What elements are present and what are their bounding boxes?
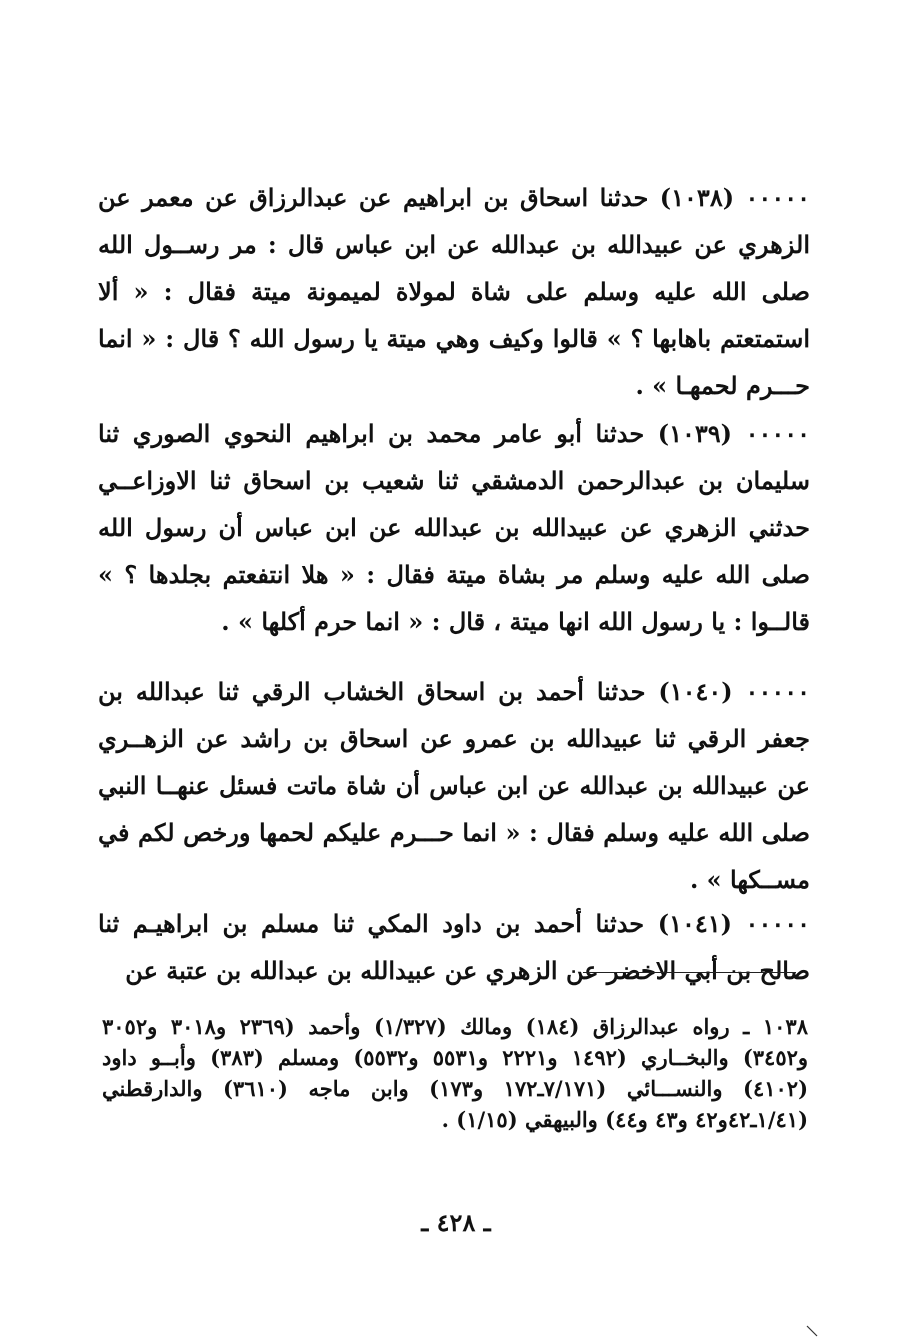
footnote-1038: ١٠٣٨ ـ رواه عبدالرزاق (١٨٤) ومالك (١/٣٢٧) وأحمد (٢٣٦٩ و٣٠١٨ و٣٠٥٢ و٣٤٥٢) والبخــاري (١٤٩٢ و٢٢٢١ و٥٥٣١ و٥٥٣٢) ومسلم (٣٨٣) وأبــو داود (٤١٠٢) والنســـائي (٧/١٧١ـ١٧٢ و١٧٣) وابن ماجه (٣٦١٠) والدارقطني (١/٤١ـ٤٢و٤٢ و٤٣ و٤٤) والبيهقي (١/١٥) . (102, 1014, 809, 1132)
scan-mark-icon (806, 1325, 818, 1337)
hadith-1041: ٠٠٠٠٠ (١٠٤١) حدثنا أحمد بن داود المكي ثنا مسلم بن ابراهيـم ثنا صالح بن أبي الاخضر عن الزهري عن عبيدالله بن عبدالله بن عتبة عن (98, 909, 810, 985)
hadith-1039: ٠٠٠٠٠ (١٠٣٩) حدثنا أبو عامر محمد بن ابراهيم النحوي الصوري ثنا سليمان بن عبدالرحمن الدمشقي ثنا شعيب بن اسحاق ثنا الاوزاعــي حدثني الزهري عن عبيدالله بن عبدالله عن ابن عباس أن رسول الله صلى الله عليه وسلم مر بشاة ميتة فقال : « هلا انتفعتم بجلدها ؟ » قالــوا : يا رسول الله انها ميتة ، قال : « انما حرم أكلها » . (98, 419, 811, 636)
page-number: ـ ٤٢٨ ـ (421, 1208, 491, 1237)
footnote-separator (583, 972, 796, 973)
hadith-1038: ٠٠٠٠٠ (١٠٣٨) حدثنا اسحاق بن ابراهيم عن عبدالرزاق عن معمر عن الزهري عن عبيدالله بن عبدالله عن ابن عباس قال : مر رســول الله صلى الله عليه وسلم على شاة لمولاة لميمونة ميتة فقال : « ألا استمتعتم باهابها ؟ » قالوا وكيف وهي ميتة يا رسول الله ؟ قال : « انما حـــرم لحمهـا » . (98, 183, 810, 400)
hadith-1040: ٠٠٠٠٠ (١٠٤٠) حدثنا أحمد بن اسحاق الخشاب الرقي ثنا عبدالله بن جعفر الرقي ثنا عبيدالله بن عمرو عن اسحاق بن راشد عن الزهــري عن عبيدالله بن عبدالله عن ابن عباس أن شاة ماتت فسئل عنهــا النبي صلى الله عليه وسلم فقال : « انما حـــرم عليكم لحمها ورخص لكم في مســكها » . (98, 677, 810, 894)
